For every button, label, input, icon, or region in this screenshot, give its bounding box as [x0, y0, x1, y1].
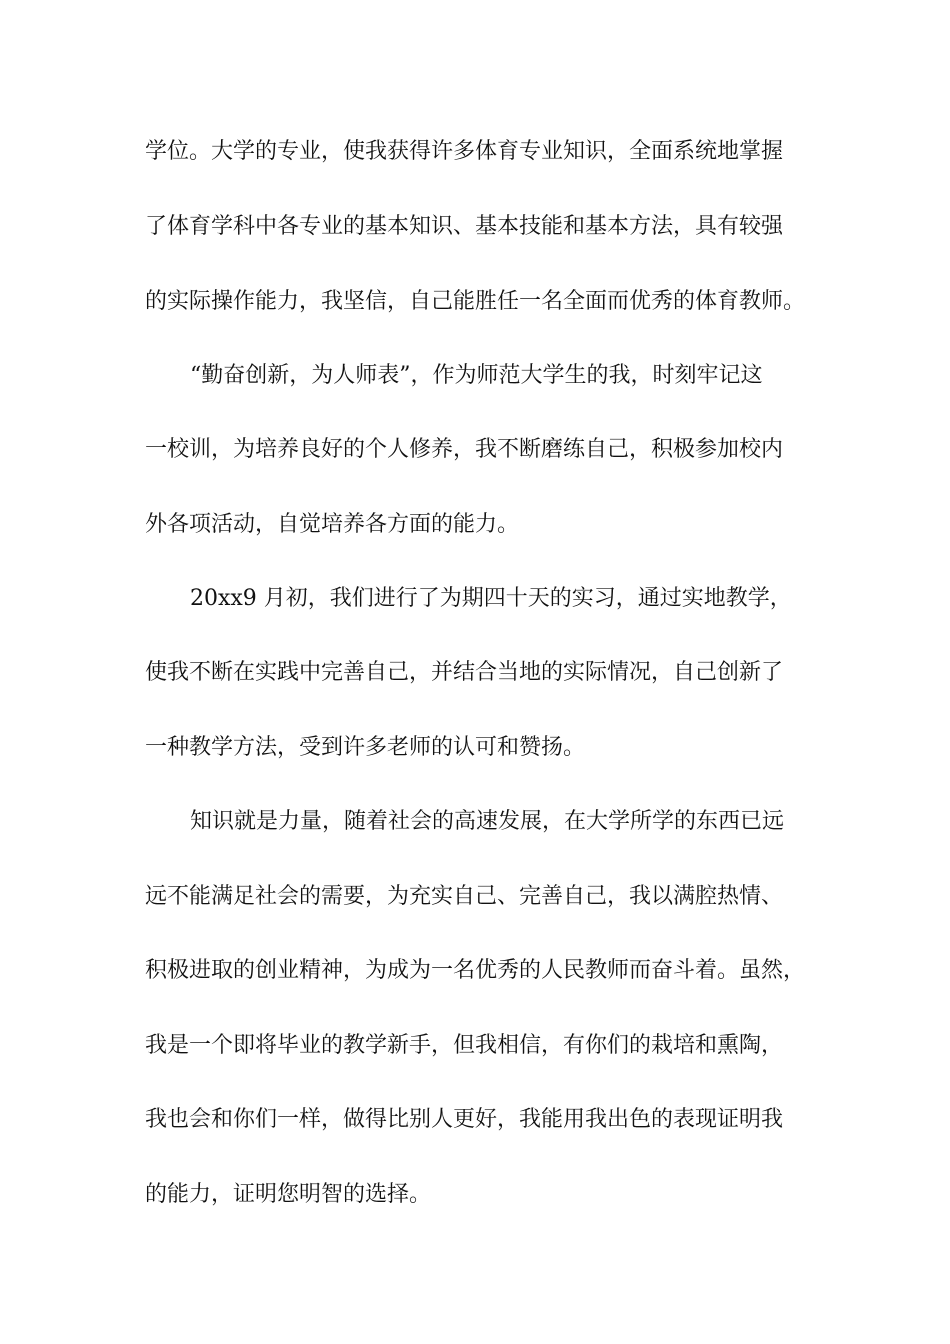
text-line: 使我不断在实践中完善自己，并结合当地的实际情况，自己创新了 — [145, 660, 784, 685]
text-line: 学位。大学的专业，使我获得许多体育专业知识，全面系统地掌握 — [145, 139, 784, 164]
text-line: 的能力，证明您明智的选择。 — [145, 1182, 432, 1207]
text-line: 一种教学方法，受到许多老师的认可和赞扬。 — [145, 735, 586, 760]
text-line: 积极进取的创业精神，为成为一名优秀的人民教师而奋斗着。虽然， — [145, 958, 806, 983]
text-line: 我也会和你们一样，做得比别人更好，我能用我出色的表现证明我 — [145, 1107, 784, 1132]
text-line: 了体育学科中各专业的基本知识、基本技能和基本方法，具有较强 — [145, 214, 784, 239]
paragraph-start-line: “勤奋创新，为人师表”，作为师范大学生的我，时刻牢记这 — [190, 363, 763, 388]
text-line: 外各项活动，自觉培养各方面的能力。 — [145, 512, 520, 537]
text-line: 远不能满足社会的需要，为充实自己、完善自己，我以满腔热情、 — [145, 884, 784, 909]
text-line: 一校训，为培养良好的个人修养，我不断磨练自己，积极参加校内 — [145, 437, 784, 462]
text-line: 的实际操作能力，我坚信，自己能胜任一名全面而优秀的体育教师。 — [145, 289, 806, 314]
text-line: 我是一个即将毕业的教学新手，但我相信，有你们的栽培和熏陶， — [145, 1033, 784, 1058]
paragraph-start-line: 20xx9 月初，我们进行了为期四十天的实习，通过实地教学， — [190, 586, 792, 611]
paragraph-start-line: 知识就是力量，随着社会的高速发展，在大学所学的东西已远 — [190, 809, 785, 834]
